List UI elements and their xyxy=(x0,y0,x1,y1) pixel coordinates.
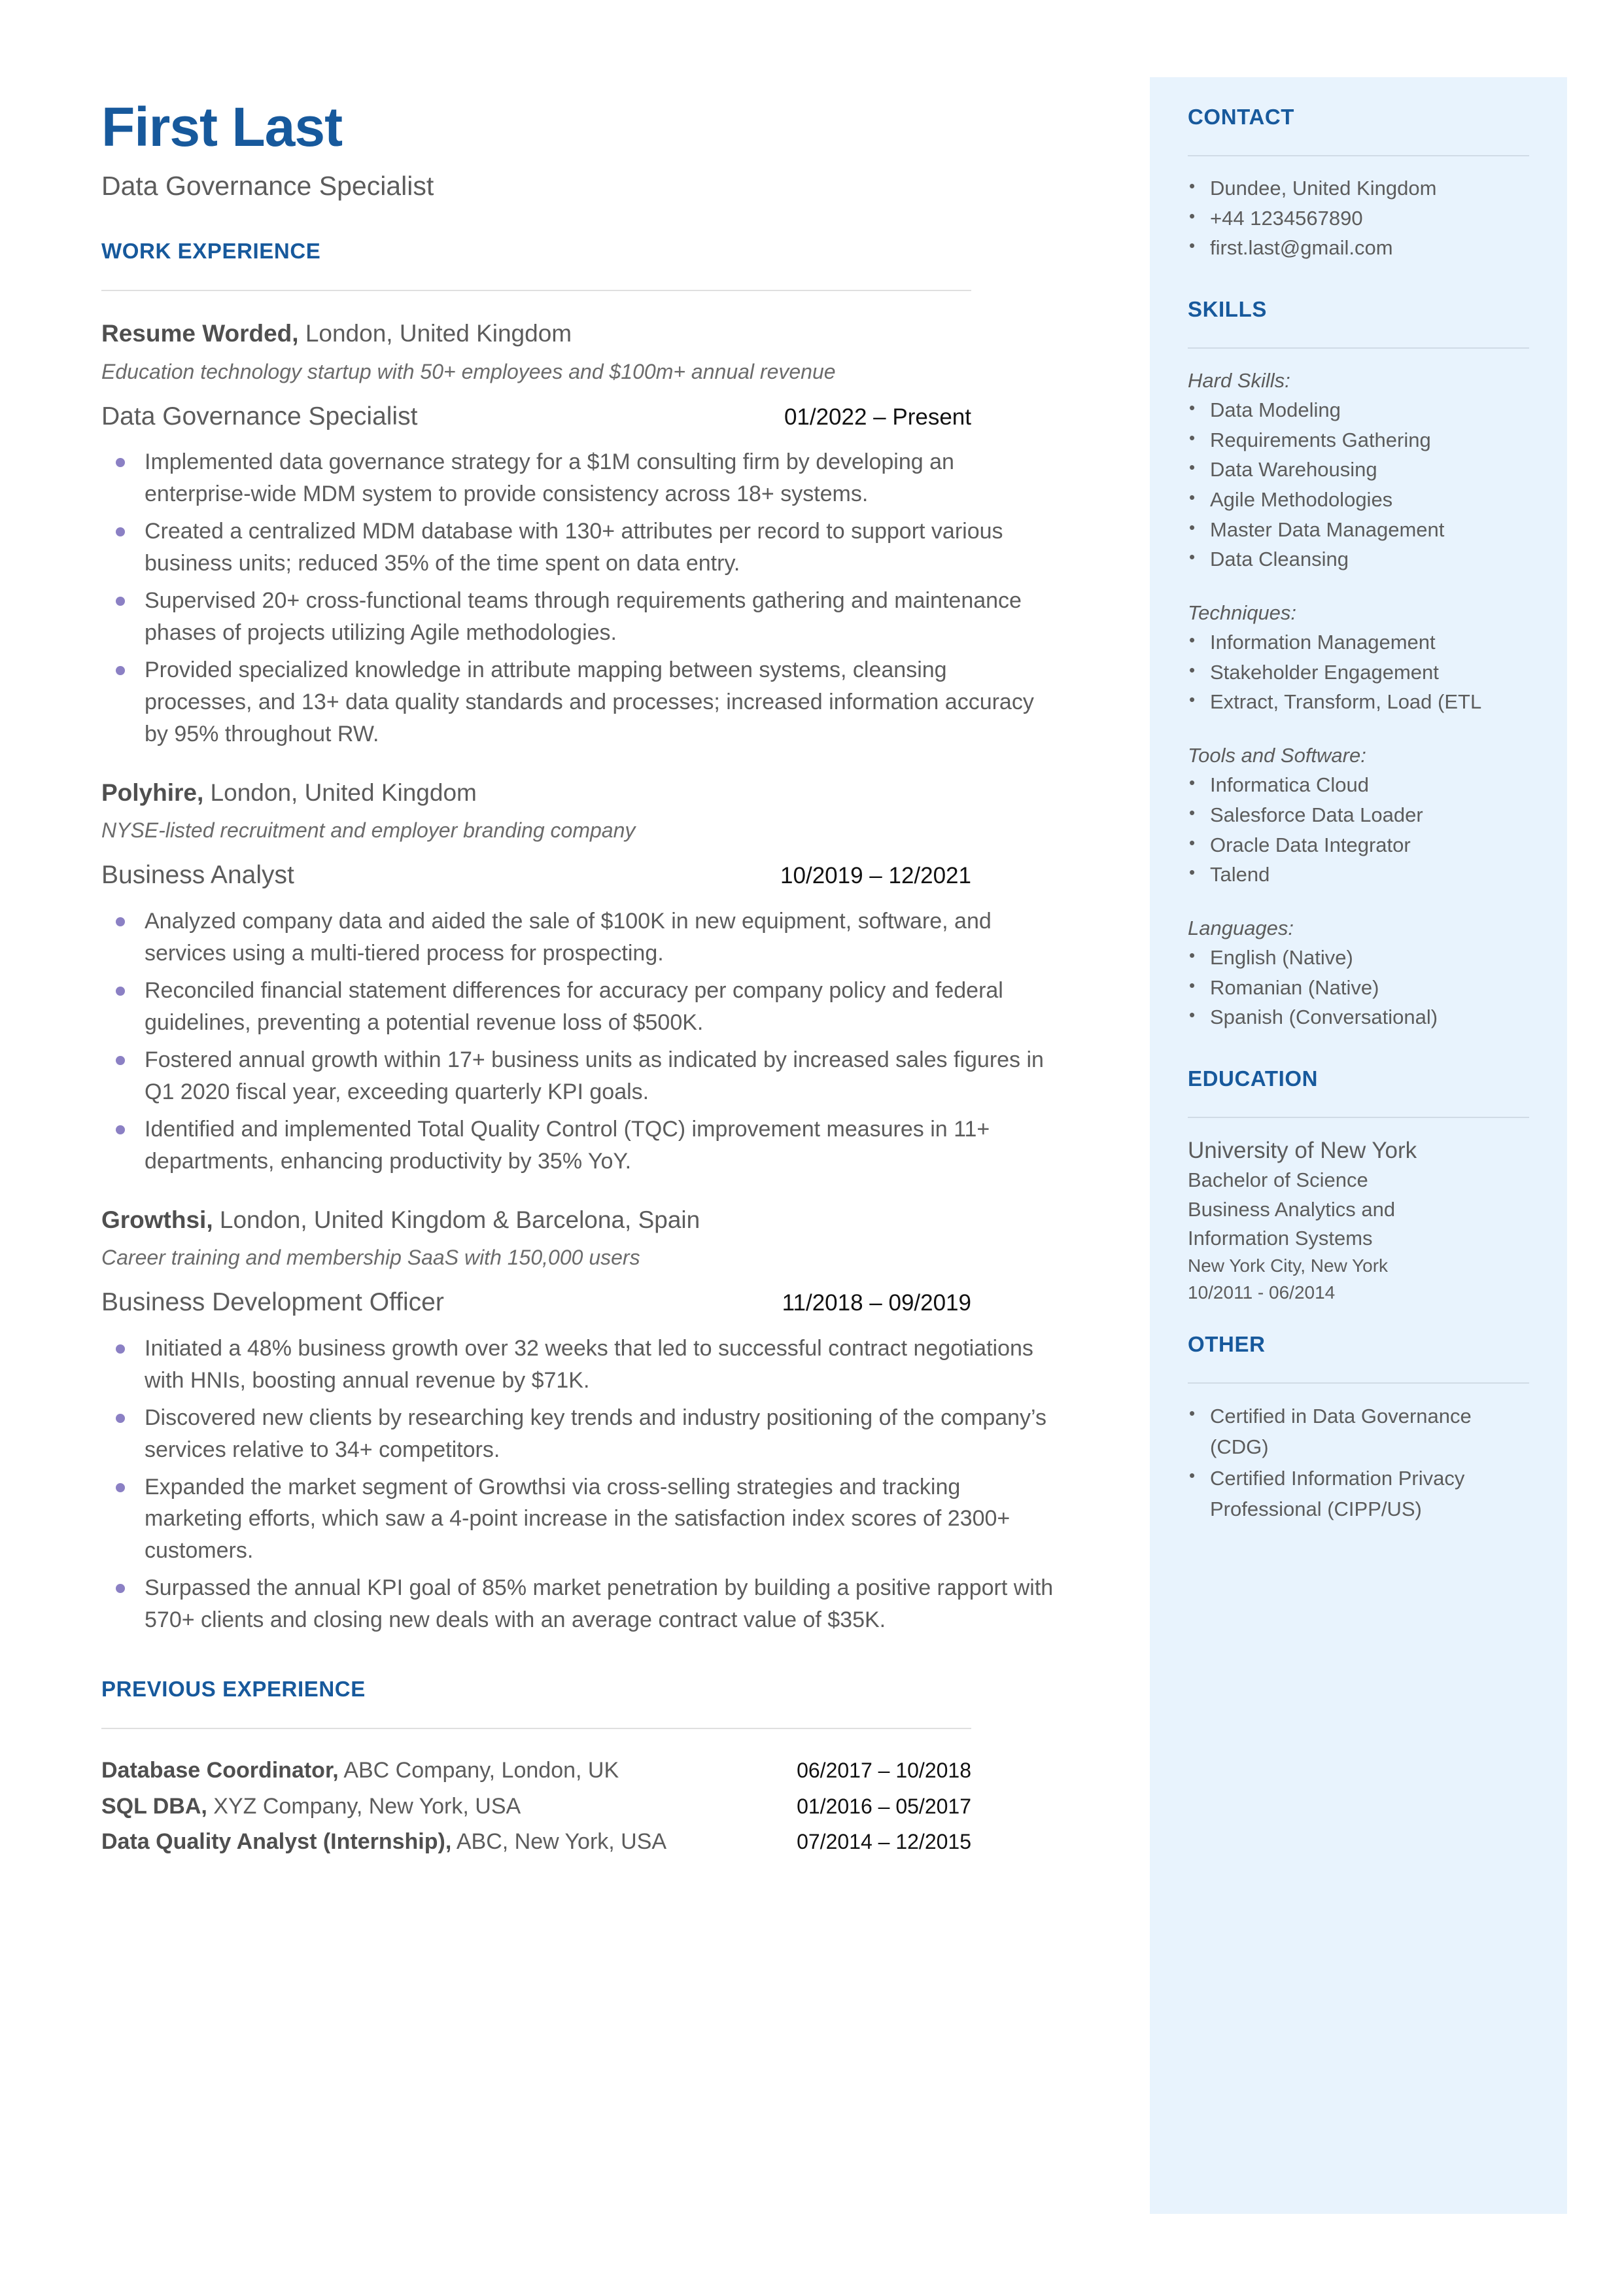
previous-experience-divider xyxy=(101,1728,971,1729)
job-bullet: Reconciled financial statement differences for accuracy per company policy and federal guidelines, preventing a potential revenue loss of $500K. xyxy=(101,975,1060,1039)
job-bullet: Surpassed the annual KPI goal of 85% market penetration by building a positive rapport with 570+ clients and closing new deals with an average contract value of $35K. xyxy=(101,1572,1060,1636)
education-degree: Bachelor of Science xyxy=(1188,1168,1368,1192)
previous-experience-section xyxy=(101,1677,1122,1857)
education-entry xyxy=(1188,1135,1529,1306)
candidate-name: First Last xyxy=(101,96,343,158)
skill-item: • Agile Methodologies xyxy=(1188,485,1529,515)
job-company-description: Education technology startup with 50+ employees and $100m+ annual revenue xyxy=(101,359,836,383)
previous-role-dates: 06/2017 – 10/2018 xyxy=(797,1759,971,1783)
previous-role-line xyxy=(101,1827,666,1857)
other-list xyxy=(1188,1401,1529,1524)
skill-item: • Informatica Cloud xyxy=(1188,770,1529,800)
contact-divider xyxy=(1188,155,1529,156)
job-bullet: Initiated a 48% business growth over 32 weeks that led to successful contract negotiations with HNIs, boosting annual revenue by $71K. xyxy=(101,1333,1060,1397)
skill-item: • Information Management xyxy=(1188,627,1529,657)
job-entry xyxy=(101,778,1122,1178)
certification-item: • Certified Information Privacy Professional (CIPP/US) xyxy=(1188,1463,1529,1524)
job-title: Data Governance Specialist xyxy=(101,402,418,430)
previous-experience-row xyxy=(101,1827,971,1857)
contact-section-heading: CONTACT xyxy=(1188,105,1295,129)
previous-role-title: SQL DBA, xyxy=(101,1793,207,1819)
contact-item-phone: • +44 1234567890 xyxy=(1188,203,1529,234)
skill-item: • Romanian (Native) xyxy=(1188,973,1529,1003)
job-title: Business Analyst xyxy=(101,861,294,890)
skill-item: • English (Native) xyxy=(1188,943,1529,973)
skill-item: • Spanish (Conversational) xyxy=(1188,1002,1529,1032)
other-divider xyxy=(1188,1382,1529,1384)
job-company-location: London, United Kingdom xyxy=(298,320,572,347)
skill-list-hard-skills xyxy=(1188,395,1529,574)
job-company-name: Polyhire, xyxy=(101,779,204,806)
spacer xyxy=(1188,890,1529,913)
job-company-location: London, United Kingdom xyxy=(203,779,477,806)
job-bullet: Supervised 20+ cross-functional teams through requirements gathering and maintenance phases of projects utilizing Agile methodologies. xyxy=(101,585,1060,649)
job-bullet-list xyxy=(101,1333,1122,1637)
certification-item: • Certified in Data Governance (CDG) xyxy=(1188,1401,1529,1462)
job-company-name: Resume Worded, xyxy=(101,320,299,347)
job-entry xyxy=(101,1205,1122,1637)
education-dates: 10/2011 - 06/2014 xyxy=(1188,1282,1336,1303)
job-bullet: Analyzed company data and aided the sale of $100K in new equipment, software, and services using a multi-tiered process for prospecting. xyxy=(101,905,1060,970)
previous-role-title: Data Quality Analyst (Internship), xyxy=(101,1829,452,1854)
skill-item: • Salesforce Data Loader xyxy=(1188,800,1529,830)
job-title: Business Development Officer xyxy=(101,1288,444,1316)
job-bullet: Expanded the market segment of Growthsi via cross-selling strategies and tracking marketing efforts, which saw a 4-point increase in the satisfaction index scores of 2300+ customers. xyxy=(101,1471,1060,1568)
job-bullet: Discovered new clients by researching key trends and industry positioning of the company’s services relative to 34+ competitors. xyxy=(101,1402,1060,1466)
education-field-line-1: Business Analytics and xyxy=(1188,1197,1396,1221)
job-bullet-list xyxy=(101,446,1122,750)
spacer xyxy=(101,202,1122,239)
education-divider xyxy=(1188,1117,1529,1118)
contact-item-location: • Dundee, United Kingdom xyxy=(1188,173,1529,203)
previous-experience-heading: PREVIOUS EXPERIENCE xyxy=(101,1677,366,1702)
skill-item: • Data Warehousing xyxy=(1188,455,1529,485)
previous-role-line xyxy=(101,1755,619,1785)
candidate-role: Data Governance Specialist xyxy=(101,171,434,201)
skill-item: • Oracle Data Integrator xyxy=(1188,830,1529,860)
job-entry xyxy=(101,319,1122,750)
previous-role-line xyxy=(101,1791,521,1821)
skills-divider xyxy=(1188,347,1529,349)
job-title-row xyxy=(101,860,971,891)
education-school: University of New York xyxy=(1188,1137,1417,1163)
job-company-location: London, United Kingdom & Barcelona, Spain xyxy=(213,1206,700,1233)
skill-item: • Requirements Gathering xyxy=(1188,425,1529,455)
contact-list xyxy=(1188,173,1529,263)
spacer xyxy=(1188,1306,1529,1332)
work-experience-divider xyxy=(101,290,971,291)
education-location: New York City, New York xyxy=(1188,1255,1389,1276)
previous-role-detail: ABC Company, London, UK xyxy=(338,1758,619,1783)
skill-item: • Data Modeling xyxy=(1188,395,1529,425)
previous-role-title: Database Coordinator, xyxy=(101,1758,339,1783)
previous-role-detail: XYZ Company, New York, USA xyxy=(207,1793,521,1819)
job-title-row xyxy=(101,1288,971,1318)
contact-item-email[interactable]: • first.last@gmail.com xyxy=(1188,233,1529,263)
other-section-heading: OTHER xyxy=(1188,1332,1266,1357)
job-company-line xyxy=(101,319,1122,349)
skill-group-label-languages: Languages: xyxy=(1188,916,1294,939)
skill-group-label-techniques: Techniques: xyxy=(1188,601,1297,624)
skill-item: • Data Cleansing xyxy=(1188,544,1529,574)
job-dates: 01/2022 – Present xyxy=(784,404,971,430)
job-bullet: Created a centralized MDM database with 130+ attributes per record to support various business units; reduced 35% of the time spent on data entry. xyxy=(101,516,1060,580)
job-company-description: NYSE-listed recruitment and employer branding company xyxy=(101,818,636,843)
previous-role-detail: ABC, New York, USA xyxy=(451,1829,667,1854)
job-bullet: Provided specialized knowledge in attribute mapping between systems, cleansing processes, and 13+ data quality standards and processes; increased information accuracy by 95% throughout RW. xyxy=(101,654,1060,750)
job-bullet: Implemented data governance strategy for a $1M consulting firm by developing an enterprise-wide MDM system to provide consistency across 18+ systems. xyxy=(101,446,1060,510)
previous-role-dates: 01/2016 – 05/2017 xyxy=(797,1794,971,1818)
job-bullet-list xyxy=(101,905,1122,1178)
skill-item: • Talend xyxy=(1188,860,1529,890)
education-field-line-2: Information Systems xyxy=(1188,1226,1373,1250)
spacer xyxy=(1188,1032,1529,1066)
spacer xyxy=(1188,717,1529,741)
work-experience-heading: WORK EXPERIENCE xyxy=(101,239,321,264)
spacer xyxy=(1188,263,1529,297)
job-title-row xyxy=(101,402,971,432)
previous-experience-row xyxy=(101,1755,971,1785)
job-bullet: Identified and implemented Total Quality Control (TQC) improvement measures in 11+ departments, enhancing productivity by 35% YoY. xyxy=(101,1113,1060,1178)
skill-group-label-hard-skills: Hard Skills: xyxy=(1188,368,1290,392)
skill-item: • Stakeholder Engagement xyxy=(1188,657,1529,688)
spacer xyxy=(1188,574,1529,598)
previous-experience-list xyxy=(101,1755,1122,1857)
job-dates: 11/2018 – 09/2019 xyxy=(782,1289,971,1316)
job-bullet: Fostered annual growth within 17+ business units as indicated by increased sales figures in Q1 2020 fiscal year, exceeding quarterly KPI goals. xyxy=(101,1044,1060,1108)
education-section-heading: EDUCATION xyxy=(1188,1066,1319,1091)
job-company-line xyxy=(101,1205,1122,1235)
skill-list-techniques xyxy=(1188,627,1529,717)
previous-experience-row xyxy=(101,1791,971,1821)
previous-role-dates: 07/2014 – 12/2015 xyxy=(797,1829,971,1853)
sidebar xyxy=(1150,77,1567,2214)
job-company-description: Career training and membership SaaS with 150,000 users xyxy=(101,1245,640,1269)
skill-group-label-tools: Tools and Software: xyxy=(1188,743,1366,767)
job-company-name: Growthsi, xyxy=(101,1206,213,1233)
skill-list-languages xyxy=(1188,943,1529,1032)
skill-item: • Master Data Management xyxy=(1188,515,1529,545)
job-company-line xyxy=(101,778,1122,808)
skills-section-heading: SKILLS xyxy=(1188,296,1267,321)
job-dates: 10/2019 – 12/2021 xyxy=(780,863,971,889)
skill-list-tools xyxy=(1188,770,1529,889)
skill-item: • Extract, Transform, Load (ETL xyxy=(1188,687,1529,717)
main-content xyxy=(101,98,1122,1862)
